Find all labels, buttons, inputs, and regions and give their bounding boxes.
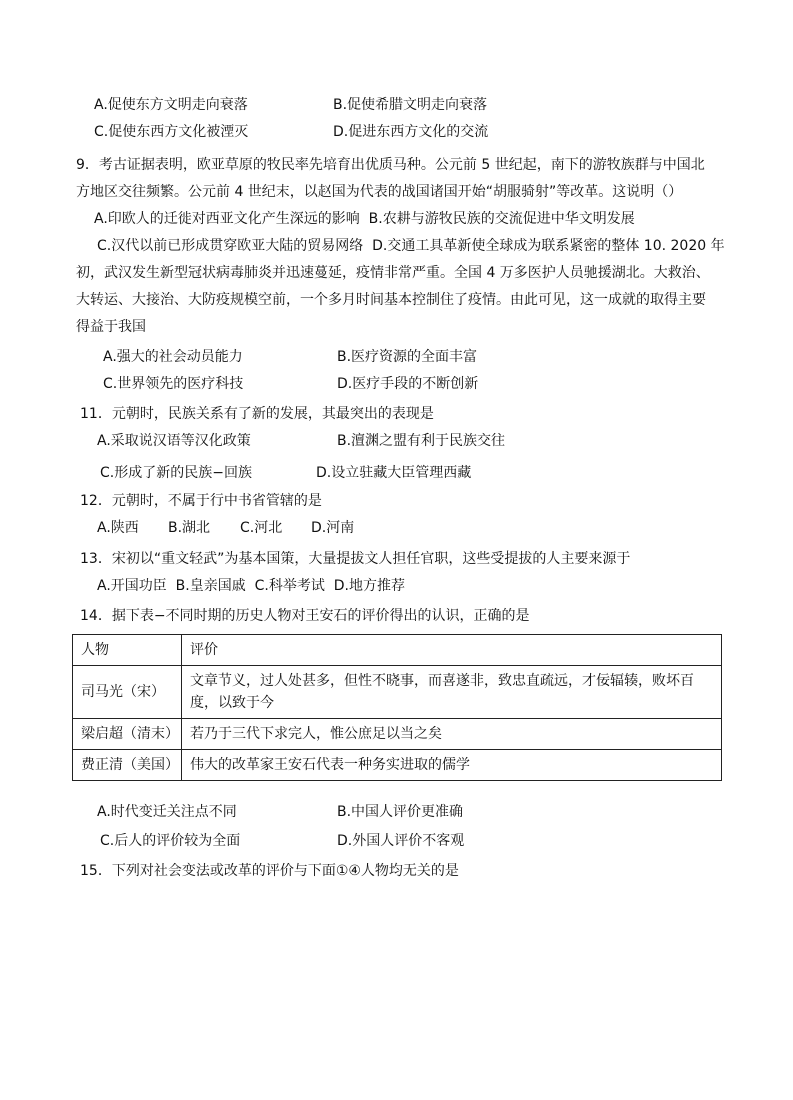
q10-stem-line2: 初，武汉发生新型冠状病毒肺炎并迅速蔓延，疫情非常严重。全国 4 万多医护人员驰援湖北。大救治、 [76, 265, 710, 281]
q14-option-b: B.中国人评价更准确 [337, 804, 464, 820]
q12-option-c: C.河北 [240, 520, 283, 536]
q10-option-d: D.医疗手段的不断创新 [337, 376, 479, 392]
table-header-person: 人物 [73, 635, 182, 666]
q10-option-b: B.医疗资源的全面丰富 [337, 349, 478, 365]
table-header-evaluation: 评价 [182, 635, 722, 666]
q11-option-b: B.澶渊之盟有利于民族交往 [337, 433, 506, 449]
q12-stem: 12．元朝时，不属于行中书省管辖的是 [80, 493, 322, 509]
q14-option-a: A.时代变迁关注点不同 [97, 804, 237, 820]
q8-option-a: A.促使东方文明走向衰落 [94, 97, 248, 113]
q11-option-c: C.形成了新的民族−回族 [100, 465, 252, 481]
q12-option-a: A.陕西 [97, 520, 139, 536]
q9-options-cd-q10-start: C.汉代以前已形成贯穿欧亚大陆的贸易网络 D.交通工具革新使全球成为联系紧密的整体 10. 2020 年 [97, 238, 725, 254]
q13-options: A.开国功臣 B.皇亲国戚 C.科举考试 D.地方推荐 [97, 578, 405, 594]
q11-option-d: D.设立驻藏大臣管理西藏 [316, 465, 472, 481]
q8-option-d: D.促进东西方文化的交流 [333, 124, 489, 140]
q13-stem: 13．宋初以“重文轻武”为基本国策，大量提拔文人担任官职，这些受提拔的人主要来源于 [80, 551, 631, 567]
q14-option-d: D.外国人评价不客观 [337, 833, 465, 849]
table-cell-evaluation: 伟大的改革家王安石代表一种务实进取的儒学 [182, 750, 722, 781]
q10-option-a: A.强大的社会动员能力 [103, 349, 243, 365]
q11-stem: 11．元朝时，民族关系有了新的发展，其最突出的表现是 [80, 406, 434, 422]
q11-option-a: A.采取说汉语等汉化政策 [97, 433, 251, 449]
q12-option-d: D.河南 [311, 520, 355, 536]
table-cell-person: 费正清（美国） [73, 750, 182, 781]
q14-option-c: C.后人的评价较为全面 [100, 833, 241, 849]
q14-stem: 14．据下表−不同时期的历史人物对王安石的评价得出的认识，正确的是 [80, 608, 530, 624]
q9-stem-line1: 9．考古证据表明，欧亚草原的牧民率先培育出优质马种。公元前 5 世纪起，南下的游牧族群与中国北 [76, 157, 705, 173]
evaluation-table [72, 634, 722, 781]
table-row [73, 666, 722, 719]
q9-options-ab: A.印欧人的迁徙对西亚文化产生深远的影响 B.农耕与游牧民族的交流促进中华文明发展 [94, 211, 635, 227]
table-cell-evaluation: 文章节义，过人处甚多，但性不晓事，而喜遂非，致忠直疏远，才佞辐辏，败坏百度，以致于今 [182, 666, 722, 719]
table-header-row [73, 635, 722, 666]
q12-option-b: B.湖北 [168, 520, 211, 536]
q10-stem-line3: 大转运、大接治、大防疫规模空前，一个多月时间基本控制住了疫情。由此可见，这一成就的取得主要 [76, 292, 706, 308]
q10-option-c: C.世界领先的医疗科技 [103, 376, 244, 392]
table-cell-evaluation: 若乃于三代下求完人，惟公庶足以当之矣 [182, 719, 722, 750]
q15-stem: 15．下列对社会变法或改革的评价与下面①④人物均无关的是 [80, 863, 459, 879]
table-row [73, 750, 722, 781]
table-cell-person: 司马光（宋） [73, 666, 182, 719]
table-row [73, 719, 722, 750]
table-cell-person: 梁启超（清末） [73, 719, 182, 750]
q8-option-b: B.促使希腊文明走向衰落 [333, 97, 488, 113]
q9-stem-line2: 方地区交往频繁。公元前 4 世纪末，以赵国为代表的战国诸国开始“胡服骑射”等改革。这说明（） [76, 184, 683, 200]
q10-stem-line4: 得益于我国 [76, 319, 146, 335]
q8-option-c: C.促使东西方文化被湮灭 [94, 124, 249, 140]
